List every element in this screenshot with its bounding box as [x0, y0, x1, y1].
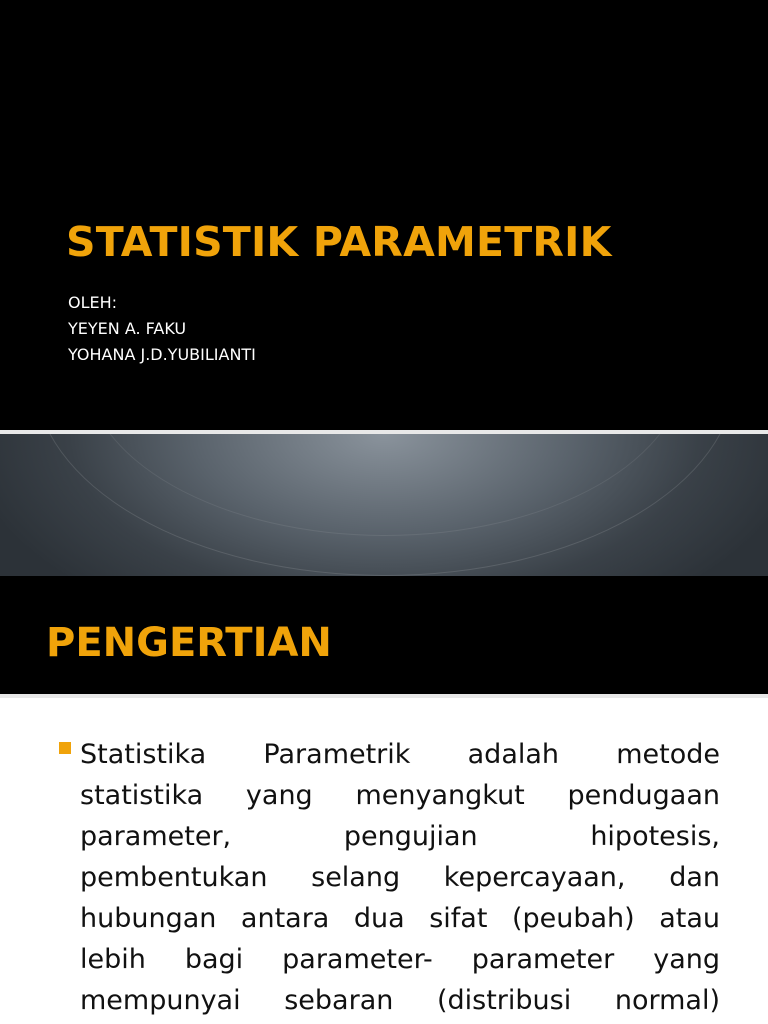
paragraph-line: pembentukan selang kepercayaan, dan — [80, 862, 720, 893]
section-title: PENGERTIAN — [46, 620, 332, 666]
paragraph-line: lebih bagi parameter- parameter yang — [80, 944, 720, 975]
author-name: YEYEN A. FAKU — [68, 319, 187, 338]
title-slide — [0, 0, 768, 430]
definition-paragraph — [80, 734, 720, 1021]
paragraph-line: statistika yang menyangkut pendugaan — [80, 780, 720, 811]
paragraph-line: parameter, pengujian hipotesis, — [80, 821, 720, 852]
decorative-band — [0, 434, 768, 576]
presentation-title: STATISTIK PARAMETRIK — [66, 218, 612, 266]
by-label: OLEH: — [68, 293, 118, 312]
author-block — [68, 290, 256, 368]
bullet-square-icon — [59, 742, 71, 754]
paragraph-line: mempunyai sebaran (distribusi normal) — [80, 985, 720, 1016]
author-name: YOHANA J.D.YUBILIANTI — [68, 345, 256, 364]
paragraph-line: hubungan antara dua sifat (peubah) atau — [80, 903, 720, 934]
paragraph-line: Statistika Parametrik adalah metode — [80, 739, 720, 770]
